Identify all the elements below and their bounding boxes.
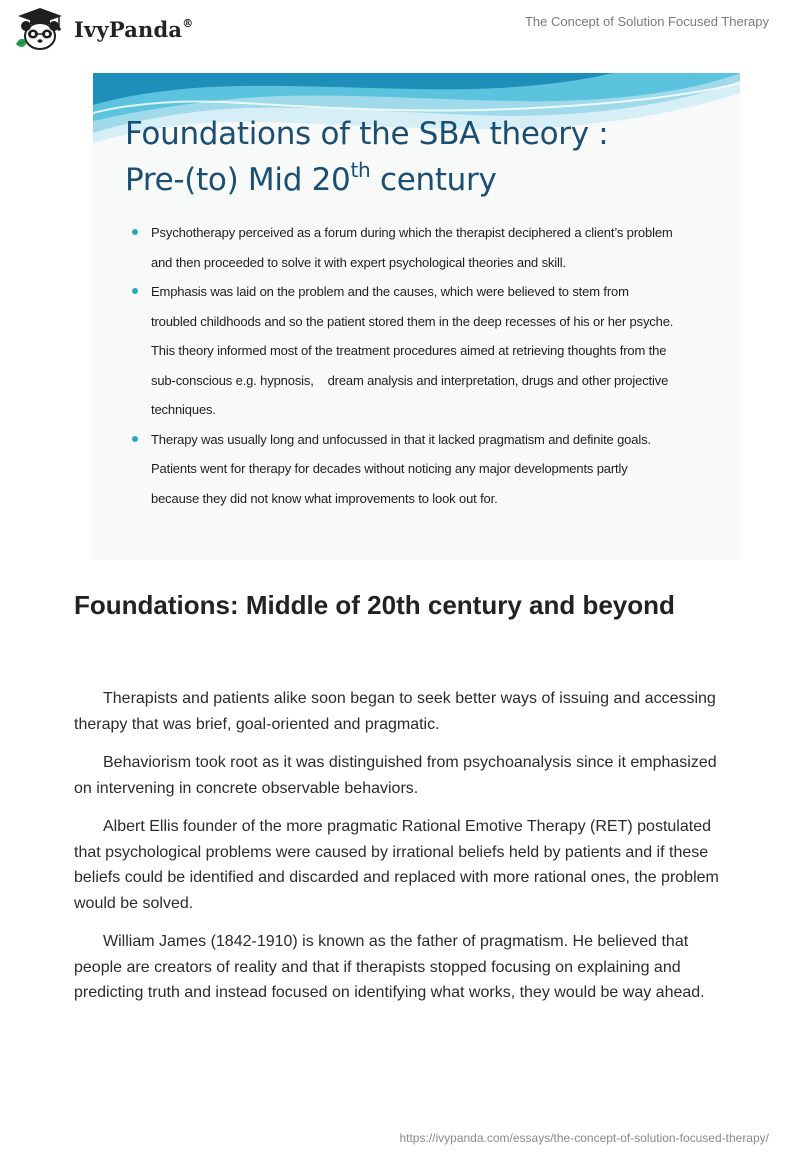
slide-image [93, 73, 740, 560]
slide-bullet: Psychotherapy perceived as a forum during which the therapist deciphered a client’s problem and then proceeded to solve it with expert psychological theories and skill. [131, 218, 721, 277]
paragraph: Therapists and patients alike soon began to seek better ways of issuing and accessing therapy that was brief, goal-oriented and pragmatic. [74, 690, 716, 733]
brand-name: IvyPanda® [74, 16, 194, 42]
page-header [0, 0, 800, 60]
paragraph: Behaviorism took root as it was distinguished from psychoanalysis since it emphasized on intervening in concrete observable behaviors. [74, 754, 717, 797]
bullet-dot-icon [132, 229, 138, 235]
bullet-dot-icon [132, 288, 138, 294]
source-url-link[interactable]: https://ivypanda.com/essays/the-concept-of-solution-focused-therapy/ [399, 1131, 769, 1145]
slide-title-line-2: Pre-(to) Mid 20th century [125, 157, 497, 198]
brand-logo[interactable] [12, 6, 193, 52]
article-body [74, 686, 726, 1019]
document-title: The Concept of Solution Focused Therapy [524, 14, 769, 29]
paragraph: William James (1842-1910) is known as the father of pragmatism. He believed that people are creators of reality and that if therapists stopped focusing on explaining and predicting truth and instead focused on identifying what works, they would be way ahead. [74, 933, 705, 1001]
slide-bullet-list [131, 218, 721, 513]
slide-title-line-1: Foundations of the SBA theory : [125, 116, 609, 152]
paragraph: Albert Ellis founder of the more pragmatic Rational Emotive Therapy (RET) postulated that psychological problems were caused by irrational beliefs held by patients and if these beliefs could be identified and discarded and replaced with more rational ones, the problem would be solved. [74, 818, 719, 912]
slide-title [125, 111, 608, 203]
bullet-dot-icon [132, 436, 138, 442]
panda-mascot-icon [12, 6, 68, 52]
slide-bullet: Therapy was usually long and unfocussed in that it lacked pragmatism and definite goals. Patients went for therapy for decades without noticing any major developments partly because they did not know what improvements to look out for. [131, 425, 721, 514]
slide-bullet: Emphasis was laid on the problem and the causes, which were believed to stem from troubled childhoods and so the patient stored them in the deep recesses of his or her psyche. This theory informed most of the treatment procedures aimed at retrieving thoughts from the sub-conscious e.g. hypnosis, dream analysis and interpretation, drugs and other projective techniques. [131, 277, 721, 425]
section-heading: Foundations: Middle of 20th century and beyond [74, 590, 675, 620]
